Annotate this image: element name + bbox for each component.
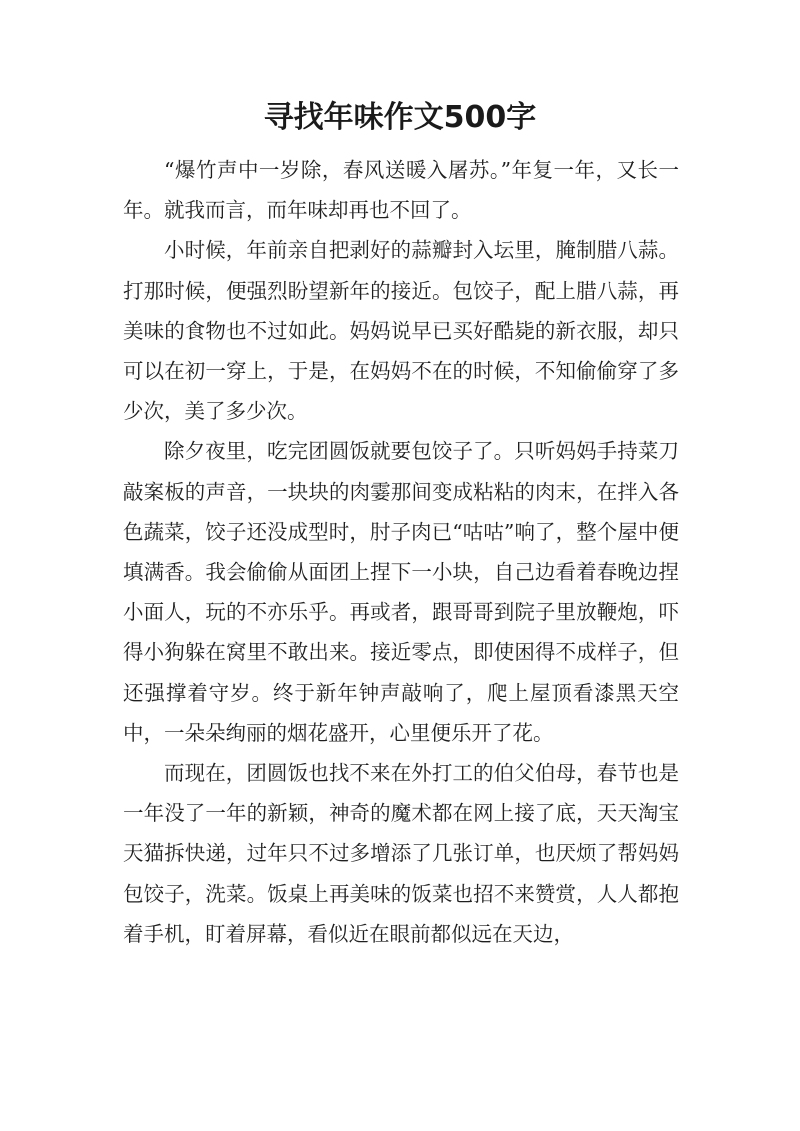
paragraph-3: 除夕夜里，吃完团圆饭就要包饺子了。只听妈妈手持菜刀敲案板的声音，一块块的肉霎那间变成粘粘的肉末，在拌入各色蔬菜，饺子还没成型时，肘子肉已“咕咕”响了，整个屋中便填满香。我会偷偷从面团上捏下一小块，自己边看着春晚边捏小面人，玩的不亦乐乎。再或者，跟哥哥到院子里放鞭炮，吓得小狗躲在窝里不敢出来。接近零点，即使困得不成样子，但还强撑着守岁。终于新年钟声敲响了，爬上屋顶看漆黑天空中，一朵朵绚丽的烟花盛开，心里便乐开了花。 (123, 439, 679, 745)
paragraph-2: 小时候，年前亲自把剥好的蒜瓣封入坛里，腌制腊八蒜。打那时候，便强烈盼望新年的接近。包饺子，配上腊八蒜，再美味的食物也不过如此。妈妈说早已买好酷毙的新衣服，却只可以在初一穿上，于是，在妈妈不在的时候，不知偷偷穿了多少次，美了多少次。 (123, 238, 679, 424)
document-title: 寻找年味作文500字 (263, 100, 537, 135)
paragraph-1: “爆竹声中一岁除，春风送暖入屠苏。”年复一年，又长一年。就我而言，而年味却再也不回了。 (123, 158, 679, 223)
paragraph-4: 而现在，团圆饭也找不来在外打工的伯父伯母，春节也是一年没了一年的新颖，神奇的魔术都在网上接了底，天天淘宝天猫拆快递，过年只不过多增添了几张订单，也厌烦了帮妈妈包饺子，洗菜。饭桌上再美味的饭菜也招不来赞赏，人人都抱着手机，盯着屏幕，看似近在眼前都似远在天边， (123, 761, 679, 946)
document-body (123, 150, 679, 954)
